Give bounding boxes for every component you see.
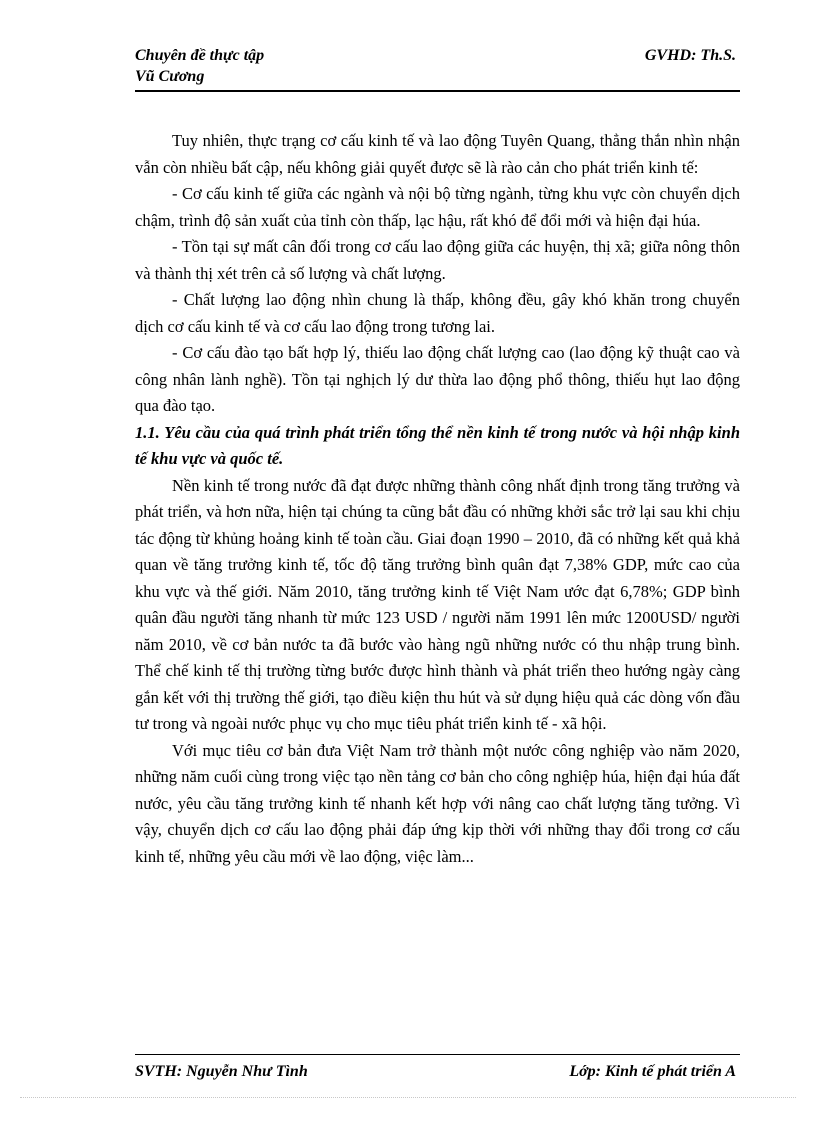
page-header bbox=[135, 44, 740, 92]
paragraph: Tuy nhiên, thực trạng cơ cấu kinh tế và lao động Tuyên Quang, thẳng thắn nhìn nhận vẫn còn nhiều bất cập, nếu không giải quyết được sẽ là rào cản cho phát triển kinh tế: bbox=[135, 131, 740, 177]
bullet-paragraph: - Chất lượng lao động nhìn chung là thấp, không đều, gây khó khăn trong chuyển dịch cơ cấu kinh tế và cơ cấu lao động trong tương lai. bbox=[135, 290, 740, 336]
student-name: SVTH: Nguyễn Như Tình bbox=[135, 1063, 308, 1080]
supervisor-name: Vũ Cương bbox=[135, 68, 205, 85]
paragraph: Với mục tiêu cơ bản đưa Việt Nam trở thành một nước công nghiệp vào năm 2020, những năm cuối cùng trong việc tạo nền tảng cơ bản cho công nghiệp húa, hiện đại húa đất nước, yêu cầu tăng trưởng kinh tế nhanh kết hợp với nâng cao chất lượng tăng tưởng. Vì vậy, chuyển dịch cơ cấu lao động phải đáp ứng kịp thời với những thay đổi trong cơ cấu kinh tế, những yêu cầu mới về lao động, việc làm... bbox=[135, 740, 740, 866]
bullet-paragraph: - Cơ cấu đào tạo bất hợp lý, thiếu lao động chất lượng cao (lao động kỹ thuật cao và công nhân lành nghề). Tồn tại nghịch lý dư thừa lao động phổ thông, thiếu hụt lao động qua đào tạo. bbox=[135, 343, 740, 415]
bullet-paragraph: - Cơ cấu kinh tế giữa các ngành và nội bộ từng ngành, từng khu vực còn chuyển dịch chậm, trình độ sản xuất của tỉnh còn thấp, lạc hậu, rất khó để đổi mới và hiện đại húa. bbox=[135, 184, 740, 230]
document-body bbox=[135, 128, 740, 870]
class-name: Lớp: Kinh tế phát triển A bbox=[569, 1063, 736, 1080]
bullet-paragraph: - Tồn tại sự mất cân đối trong cơ cấu lao động giữa các huyện, thị xã; giữa nông thôn và thành thị xét trên cả số lượng và chất lượng. bbox=[135, 237, 740, 283]
page-footer bbox=[135, 1054, 740, 1085]
page-edge-divider bbox=[20, 1097, 796, 1098]
paragraph: Nền kinh tế trong nước đã đạt được những thành công nhất định trong tăng trưởng và phát triển, và hơn nữa, hiện tại chúng ta cũng bắt đầu có những khởi sắc trở lại sau khi chịu tác động từ khủng hoảng kinh tế toàn cầu. Giai đoạn 1990 – 2010, đã có những kết quả khả quan về tăng trưởng kinh tế, tốc độ tăng trưởng bình quân đạt 7,38% GDP, mức cao của khu vực và thế giới. Năm 2010, tăng trưởng kinh tế Việt Nam ước đạt 6,78%; GDP bình quân đầu người tăng nhanh từ mức 123 USD / người năm 1991 lên mức 1200USD/ người năm 2010, về cơ bản nước ta đã bước vào hàng ngũ những nước có thu nhập trung bình. Thể chế kinh tế thị trường từng bước được hình thành và phát triển theo hướng ngày càng gắn kết với thị trường thế giới, tạo điều kiện thu hút và sử dụng hiệu quả các dòng vốn đầu tư trong và ngoài nước phục vụ cho mục tiêu phát triển kinh tế - xã hội. bbox=[135, 475, 740, 733]
report-title: Chuyên đề thực tập bbox=[135, 47, 265, 64]
supervisor-label: GVHD: Th.S. bbox=[644, 47, 736, 64]
section-heading: 1.1. Yêu cầu của quá trình phát triển tổng thể nền kinh tế trong nước và hội nhập kinh tế khu vực và quốc tế. bbox=[135, 422, 740, 468]
